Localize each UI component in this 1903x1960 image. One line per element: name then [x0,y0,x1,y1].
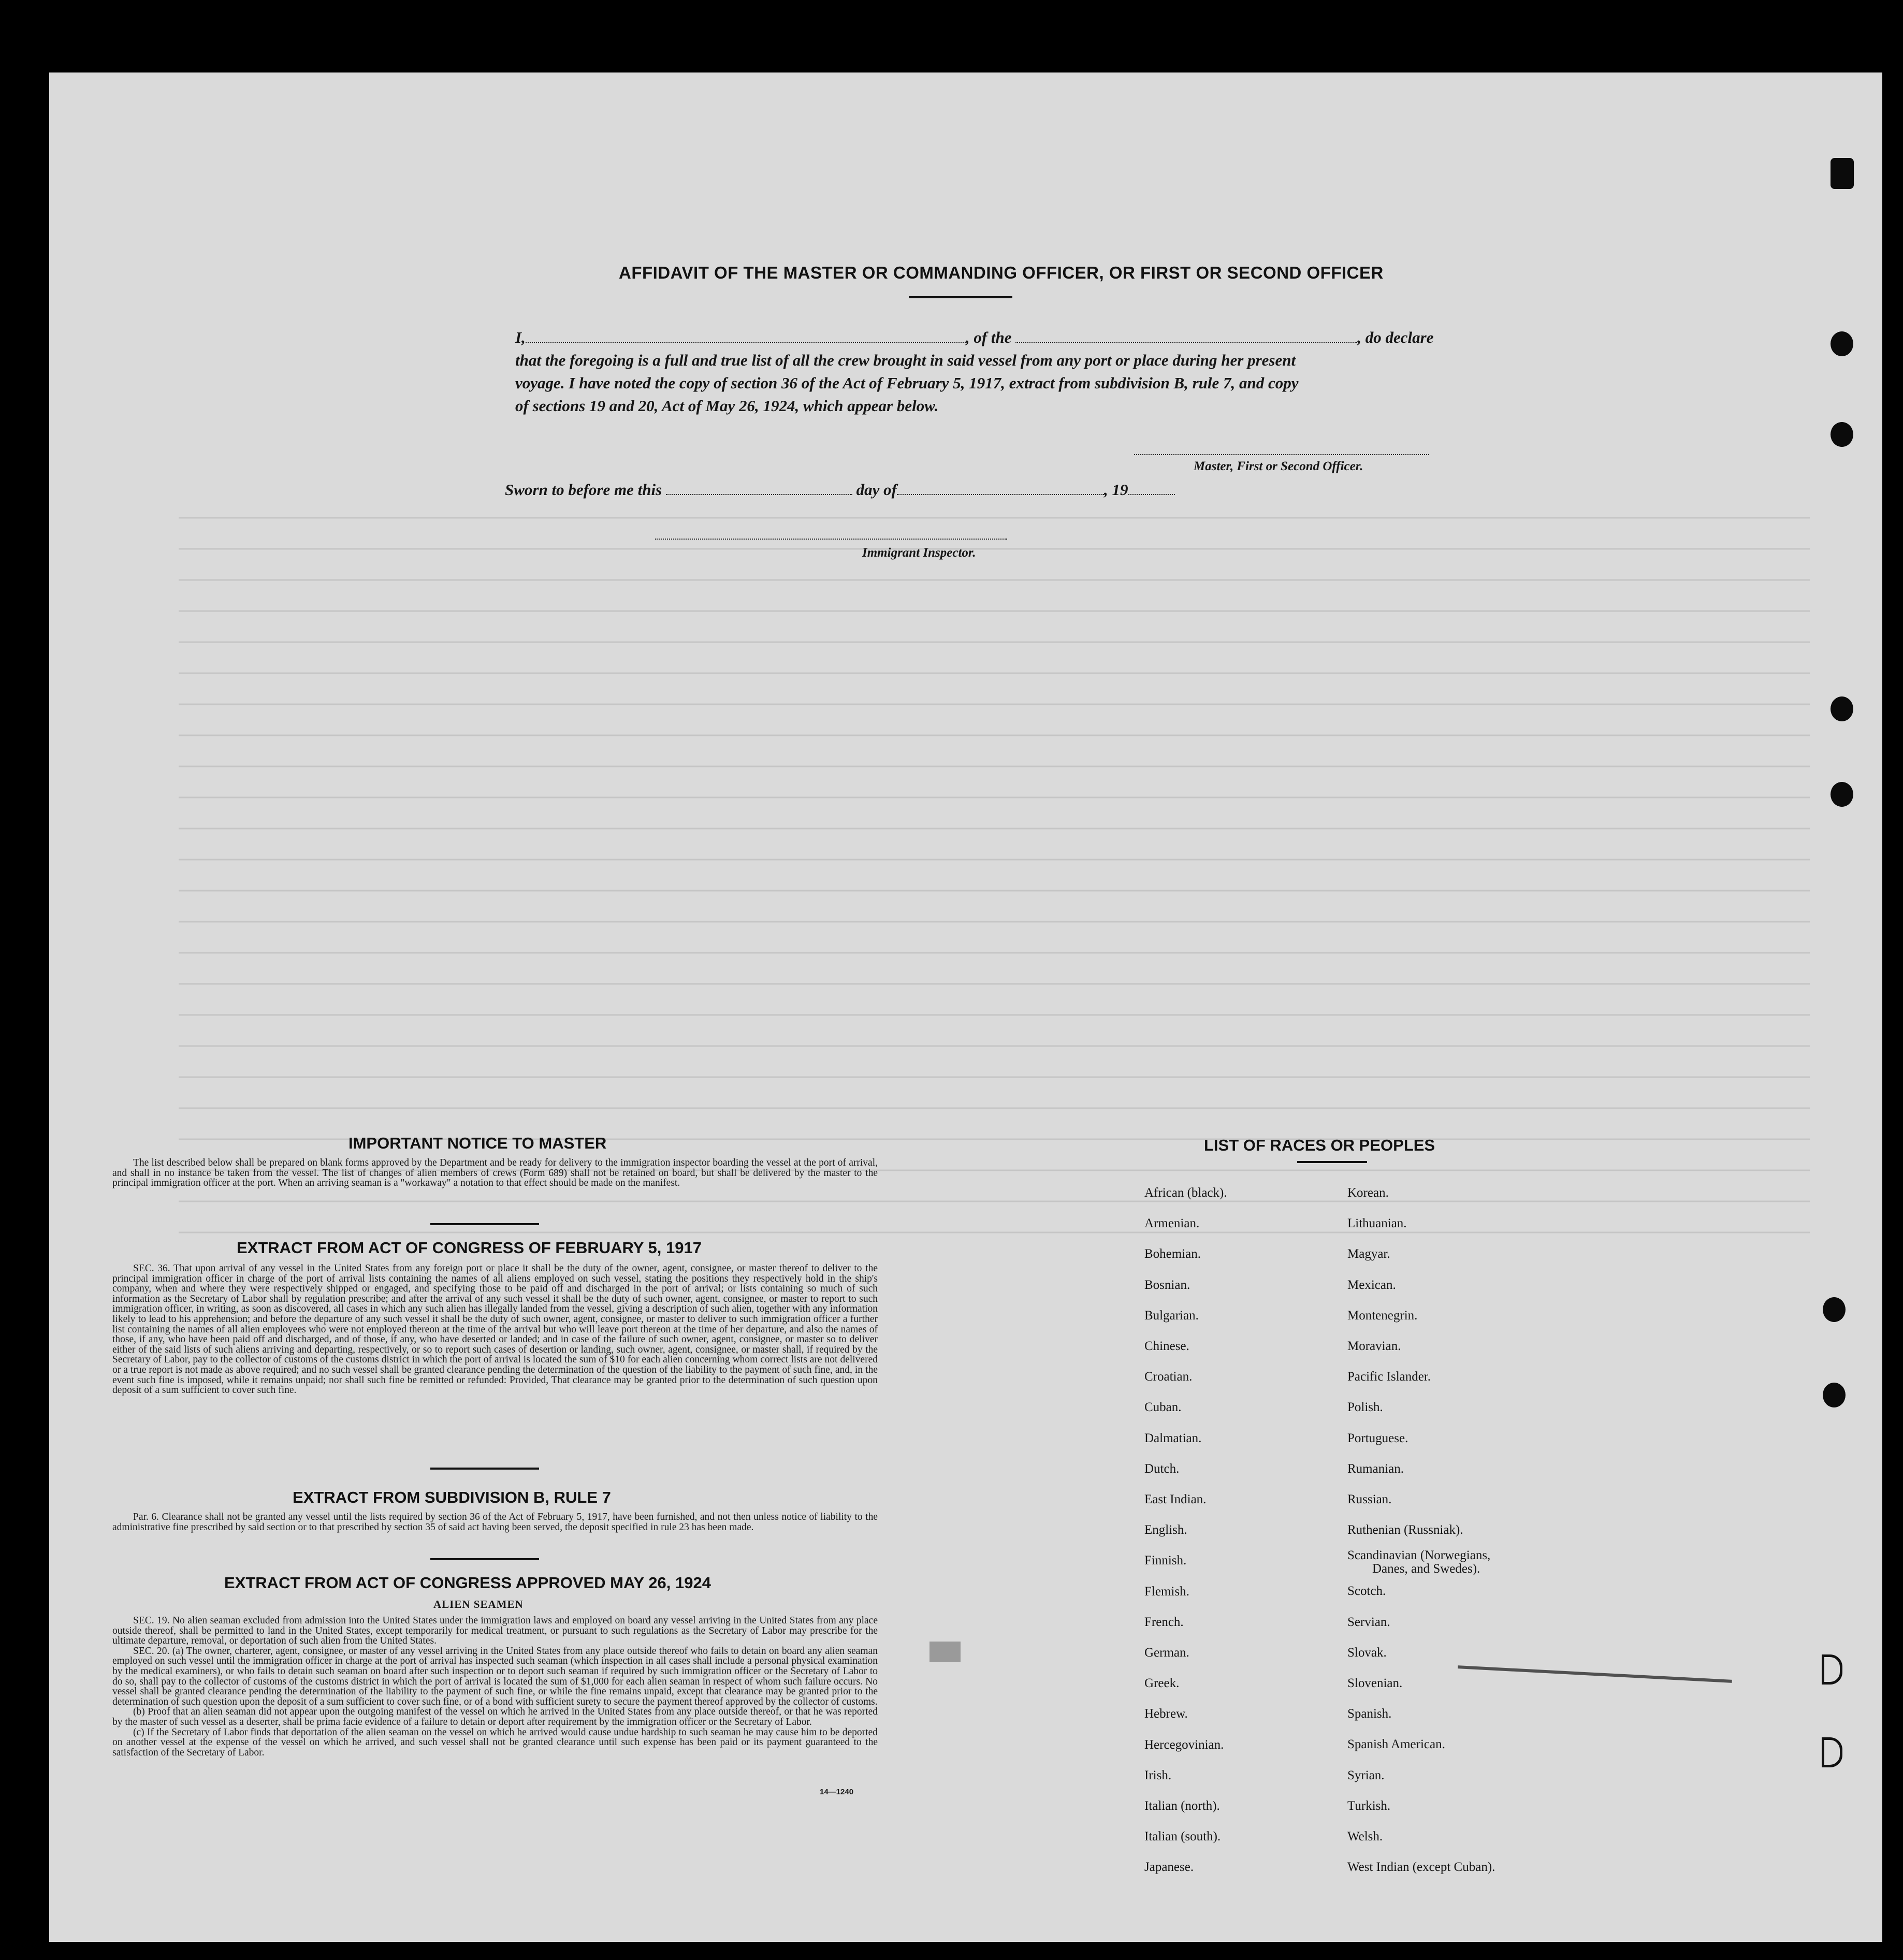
race-item: English. [1144,1523,1187,1537]
race-item: Pacific Islander. [1347,1370,1431,1384]
sworn-prefix: Sworn to before me this [505,481,662,499]
rule7-rule [430,1558,539,1560]
notice-text [112,1158,878,1188]
race-item: Slovak. [1347,1645,1387,1660]
binder-hole [1831,422,1853,447]
race-item: Servian. [1347,1615,1390,1629]
race-item: Cuban. [1144,1400,1182,1415]
race-item: Magyar. [1347,1247,1390,1261]
affidavit-line-4: of sections 19 and 20, Act of May 26, 1924, which appear below. [515,397,939,415]
binder-hole [1831,696,1853,721]
affidavit-line-2: that the foregoing is a full and true list of all the crew brought in said vessel from any port or place during her present [515,351,1296,369]
punch-mark [1831,158,1854,189]
affidavit-line-1 [515,326,1520,349]
race-item: Spanish American. [1347,1737,1445,1752]
binder-hole [1831,782,1853,807]
race-item: African (black). [1144,1186,1227,1200]
race-item: Italian (north). [1144,1799,1220,1813]
race-item: Polish. [1347,1400,1383,1415]
form-number: 14—1240 [820,1788,854,1796]
sec36-paragraph: SEC. 36. That upon arrival of any vessel in the United States from any foreign port or place it shall be the duty of the owner, agent, consignee, or master thereof to deliver to the principal immigration officer in charge of the port of arrival lists containing the names of all aliens employed on such vessel, stating the positions they respectively hold in the ship's company, when and where they were respectively shipped or engaged, and specifying those to be paid off and discharged in the port of arrival; or lists containing so much of such information as the Secretary of Labor shall by regulation prescribe; and after the arrival of any such vessel it shall be the duty of such owner, agent, consignee, or master to report to such immigration officer, in writing, as soon as discovered, all cases in which any such alien has illegally landed from the vessel, giving a description of such alien, together with any information likely to lead to his apprehension; and before the departure of any such vessel it shall be the duty of such owner, agent, consignee, or master to deliver to such immigration officer a further list containing the names of all alien employees who were not employed thereon at the time of the arrival but who will leave port thereon at the time of her departure, and also the names of those, if any, who have been paid off and discharged, and of those, if any, who have deserted or landed; and in case of the failure of such owner, agent, consignee, or master so to deliver either of the said lists of such aliens arriving and departing, respectively, or so to report such cases of desertion or landing, such owner, agent, consignee, or master shall, if required by the Secretary of Labor, pay to the collector of customs of the customs district in which the port of arrival is located the sum of $10 for each alien concerning whom correct lists are not delivered or a true report is not made as above required; and no such vessel shall be granted clearance pending the determination of the question of the liability to the payment of such fine, and, in the event such fine is imposed, while it remains unpaid; nor shall such fine be remitted or refunded: Provided, That clearance may be granted prior to the determination of such question upon deposit of a sum sufficient to cover such fine. [112,1263,878,1396]
extract-1924-title: EXTRACT FROM ACT OF CONGRESS APPROVED MAY 26, 1924 [224,1574,711,1592]
race-item: Montenegrin. [1347,1308,1418,1323]
races-rule [1297,1161,1367,1163]
race-item: Japanese. [1144,1860,1194,1875]
race-item: Armenian. [1144,1216,1200,1231]
race-item-scandinavian [1347,1545,1495,1576]
race-item: German. [1144,1646,1189,1660]
race-item: Scotch. [1347,1584,1386,1599]
race-item: Lithuanian. [1347,1216,1407,1231]
race-item: Dalmatian. [1144,1431,1202,1445]
races-title: LIST OF RACES OR PEOPLES [1204,1136,1435,1154]
sec20b-paragraph: (b) Proof that an alien seaman did not appear upon the outgoing manifest of the vessel on which he arrived in the United States from any place outside thereof, or that he was reported by the master of such vessel as a deserter, shall be prima facie evidence of a failure to detain or deport after requirement by the immigration officer or the Secretary of Labor. [112,1706,878,1727]
binder-hole [1822,1654,1842,1685]
affidavit-title: AFFIDAVIT OF THE MASTER OR COMMANDING OFFICER, OR FIRST OR SECOND OFFICER [619,263,1384,282]
race-item: Dutch. [1144,1461,1180,1476]
race-item: Moravian. [1347,1339,1401,1354]
race-item: Welsh. [1347,1830,1383,1844]
sec20a-paragraph: SEC. 20. (a) The owner, charterer, agent, consignee, or master of any vessel arriving in the United States from any place outside thereof who fails to detain on board any alien seaman employed on such vessel until the immigration officer in charge at the port of arrival has inspected such seaman (which inspection in all cases shall include a personal physical examination by the medical examiners), or who fails to detain such seaman on board after such inspection or to deport such seaman if required by such immigration officer or the Secretary of Labor to do so, shall pay to the collector of customs of the customs district in which the port of arrival is located the sum of $1,000 for each alien seaman in respect of whom such failure occurs. No vessel shall be granted clearance pending the determination of the liability to the payment of such fine, or while the fine remains unpaid, except that clearance may be granted prior to the determination of such question upon the deposit of a sum sufficient to cover such fine, or of a bond with sufficient surety to secure the payment thereof approved by the collector of customs. [112,1645,878,1707]
race-item: Flemish. [1144,1584,1189,1599]
race-item: Mexican. [1347,1277,1396,1292]
race-item: Hebrew. [1144,1707,1188,1721]
race-item: Bulgarian. [1144,1308,1199,1323]
master-name-blank[interactable] [526,328,966,343]
affidavit-line-3: voyage. I have noted the copy of section 36 of the Act of February 5, 1917, extract from subdivision B, rule 7, and copy [515,374,1299,392]
affidavit-of-the: , of the [965,328,1012,346]
notice-title: IMPORTANT NOTICE TO MASTER [348,1134,607,1152]
alien-seamen-subtitle: ALIEN SEAMEN [433,1598,524,1610]
extract-1924-text [112,1616,878,1758]
rule7-title: EXTRACT FROM SUBDIVISION B, RULE 7 [293,1488,611,1506]
manifest-back-page [49,72,1882,1942]
master-signature-line[interactable] [1134,454,1429,455]
extract-1917-text [112,1264,878,1396]
par6-paragraph: Par. 6. Clearance shall not be granted any vessel until the lists required by section 36 of the Act of February 5, 1917, have been furnished, and not then unless notice of liability to the administrative fine prescribed by said section or to that prescribed by section 35 of said act having been served, the deposit specified in rule 23 has been made. [112,1512,878,1533]
race-item: Syrian. [1347,1768,1385,1782]
race-item: Scandinavian (Norwegians, [1347,1548,1491,1563]
races-left-column [1144,1178,1227,1883]
race-item: East Indian. [1144,1492,1207,1507]
race-item: Croatian. [1144,1370,1193,1384]
race-item: Slovenian. [1347,1676,1403,1691]
race-item: Finnish. [1144,1554,1187,1568]
affidavit-i: I, [515,328,526,346]
notice-paragraph: The list described below shall be prepared on blank forms approved by the Department and be ready for delivery to the immigration inspector boarding the vessel at the port of arrival, and shall in no instance be taken from the vessel. The list of changes of alien members of crews (Form 689) shall not be retained on board, but shall be delivered by the master to the principal immigration officer at the port. When an arriving seaman is a "workaway" a notation to that effect should be made on the manifest. [112,1157,878,1189]
race-item: Ruthenian (Russniak). [1347,1523,1463,1537]
binder-hole [1823,1297,1846,1322]
rule7-text [112,1512,878,1532]
sworn-day-blank[interactable] [666,481,852,495]
affidavit-declare: , do declare [1357,328,1434,346]
race-item: Bosnian. [1144,1277,1190,1292]
race-item: Greek. [1144,1676,1180,1691]
extract-1917-title: EXTRACT FROM ACT OF CONGRESS OF FEBRUARY 5, 1917 [237,1239,702,1257]
race-item-continued: Danes, and Swedes). [1372,1562,1480,1576]
master-signature-label: Master, First or Second Officer. [1194,459,1363,473]
binder-hole [1822,1737,1842,1767]
sworn-year: , 19 [1104,481,1128,499]
races-right-column [1347,1178,1495,1882]
race-item: French. [1144,1615,1184,1629]
race-item: Irish. [1144,1768,1172,1782]
race-item: Portuguese. [1347,1431,1408,1445]
sworn-month-blank[interactable] [897,481,1104,495]
race-item: Rumanian. [1347,1461,1404,1476]
race-item: Russian. [1347,1492,1392,1507]
sec20c-paragraph: (c) If the Secretary of Labor finds that deportation of the alien seaman on the vessel on which he arrived would cause undue hardship to such seaman he may cause him to be deported on another vessel at the expense of the vessel on which he arrived, and such vessel shall not be granted clearance until such expense has been paid or its payment guaranteed to the satisfaction of the Secretary of Labor. [112,1726,878,1758]
notice-rule [430,1223,539,1225]
race-item: Turkish. [1347,1798,1391,1813]
inspector-signature-line[interactable] [655,539,1007,540]
race-item: Spanish. [1347,1707,1392,1721]
binder-hole [1831,331,1853,356]
binder-hole [1823,1383,1846,1407]
race-item: West Indian (except Cuban). [1347,1860,1495,1875]
sworn-line [505,478,1509,501]
race-item: Korean. [1347,1186,1389,1200]
race-item: Italian (south). [1144,1830,1221,1844]
stamp-mark [929,1642,961,1662]
race-item: Bohemian. [1144,1247,1201,1261]
extract-1917-rule [430,1468,539,1470]
sworn-day-of: day of [856,481,897,499]
sec19-paragraph: SEC. 19. No alien seaman excluded from admission into the United States under the immigration laws and employed on board any vessel arriving in the United States from any place outside thereof, shall be permitted to land in the United States, except temporarily for medical treatment, or pursuant to such regulations as the Secretary of Labor may prescribe for the ultimate departure, removal, or deportation of such alien from the United States. [112,1615,878,1647]
affidavit-title-rule [909,296,1012,298]
sworn-year-blank[interactable] [1128,481,1175,495]
race-item: Hercegovinian. [1144,1737,1224,1752]
race-item: Chinese. [1144,1339,1189,1354]
inspector-label: Immigrant Inspector. [862,546,976,560]
vessel-name-blank[interactable] [1015,328,1357,343]
